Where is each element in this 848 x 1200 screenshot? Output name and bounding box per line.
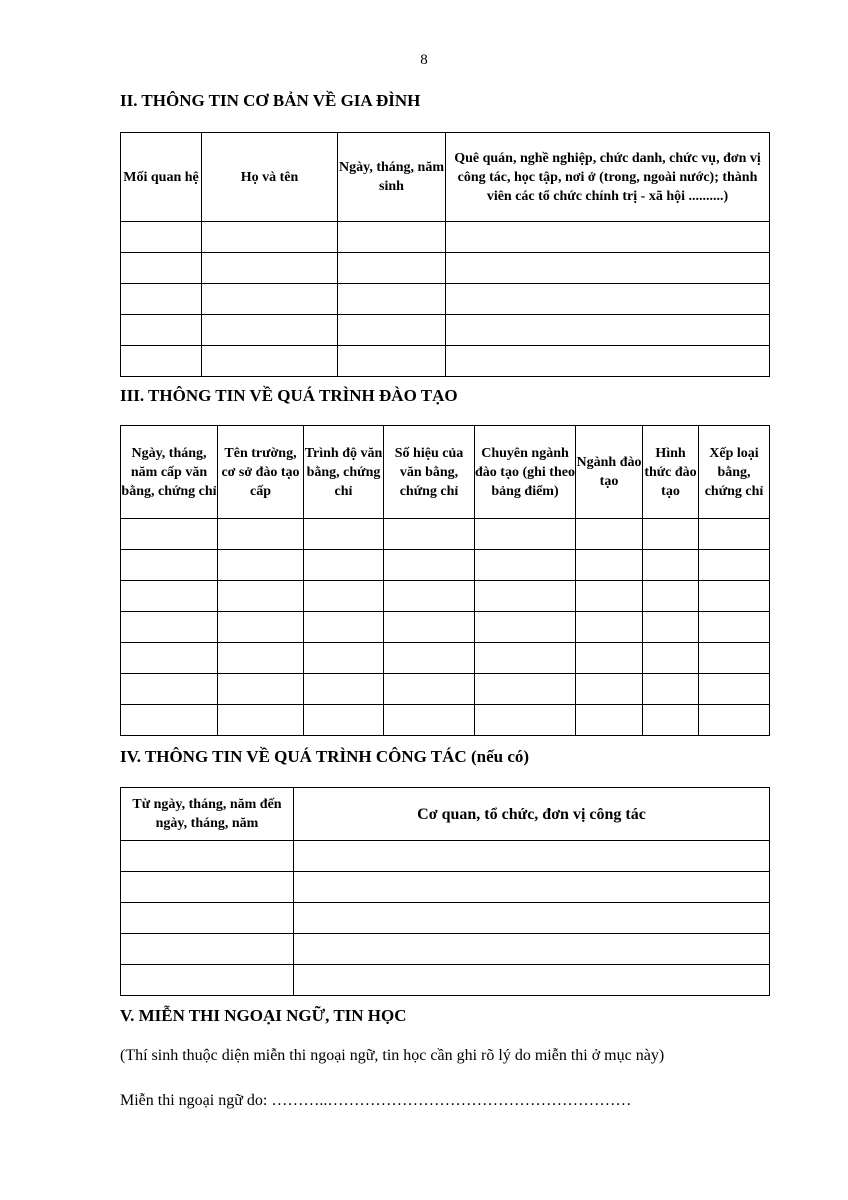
training-header-classification: Xếp loại bằng, chứng chỉ: [699, 426, 770, 519]
exemption-section-title: V. MIỄN THI NGOẠI NGỮ, TIN HỌC: [120, 1006, 407, 1025]
table-cell[interactable]: [446, 315, 770, 346]
table-cell[interactable]: [294, 872, 770, 903]
table-cell[interactable]: [218, 550, 304, 581]
table-row: [121, 222, 770, 253]
table-cell[interactable]: [121, 253, 202, 284]
training-header-field: Ngành đào tạo: [576, 426, 643, 519]
table-cell[interactable]: [294, 965, 770, 996]
work-header-organization: Cơ quan, tổ chức, đơn vị công tác: [294, 788, 770, 841]
table-row: [121, 284, 770, 315]
family-header-birth-date: Ngày, tháng, năm sinh: [338, 133, 446, 222]
table-row: [121, 674, 770, 705]
table-row: [121, 550, 770, 581]
table-row: [121, 965, 770, 996]
table-cell[interactable]: [121, 222, 202, 253]
table-cell[interactable]: [384, 519, 475, 550]
table-cell[interactable]: [576, 674, 643, 705]
table-cell[interactable]: [121, 903, 294, 934]
table-cell[interactable]: [294, 934, 770, 965]
table-cell[interactable]: [384, 674, 475, 705]
table-cell[interactable]: [218, 643, 304, 674]
table-cell[interactable]: [475, 643, 576, 674]
table-cell[interactable]: [475, 550, 576, 581]
table-cell[interactable]: [643, 705, 699, 736]
table-cell[interactable]: [475, 519, 576, 550]
table-cell[interactable]: [576, 581, 643, 612]
training-table-header: [121, 426, 770, 519]
table-cell[interactable]: [643, 550, 699, 581]
table-cell[interactable]: [338, 346, 446, 377]
training-header-mode: Hình thức đào tạo: [643, 426, 699, 519]
table-cell[interactable]: [446, 284, 770, 315]
training-table: [120, 425, 770, 736]
table-cell[interactable]: [643, 581, 699, 612]
table-cell[interactable]: [475, 612, 576, 643]
table-cell[interactable]: [218, 519, 304, 550]
table-cell[interactable]: [121, 674, 218, 705]
table-cell[interactable]: [475, 674, 576, 705]
table-cell[interactable]: [699, 612, 770, 643]
table-cell[interactable]: [294, 903, 770, 934]
table-cell[interactable]: [576, 550, 643, 581]
language-exemption-reason[interactable]: Miễn thi ngoại ngữ do: ………..…………………………………………………: [120, 1092, 632, 1109]
table-cell[interactable]: [384, 612, 475, 643]
table-cell[interactable]: [446, 253, 770, 284]
table-cell[interactable]: [699, 581, 770, 612]
training-header-institution: Tên trường, cơ sở đào tạo cấp: [218, 426, 304, 519]
table-cell[interactable]: [576, 519, 643, 550]
training-header-specialization: Chuyên ngành đào tạo (ghi theo bảng điểm): [475, 426, 576, 519]
table-cell[interactable]: [121, 705, 218, 736]
table-cell[interactable]: [218, 674, 304, 705]
work-header-period: Từ ngày, tháng, năm đến ngày, tháng, năm: [121, 788, 294, 841]
table-cell[interactable]: [121, 346, 202, 377]
table-cell[interactable]: [338, 315, 446, 346]
table-cell[interactable]: [384, 550, 475, 581]
work-section-title: IV. THÔNG TIN VỀ QUÁ TRÌNH CÔNG TÁC (nếu có): [120, 747, 530, 766]
table-cell[interactable]: [475, 705, 576, 736]
family-header-full-name: Họ và tên: [202, 133, 338, 222]
table-cell[interactable]: [218, 612, 304, 643]
table-row: [121, 934, 770, 965]
table-cell[interactable]: [121, 581, 218, 612]
table-row: [121, 872, 770, 903]
table-cell[interactable]: [218, 705, 304, 736]
table-cell[interactable]: [576, 643, 643, 674]
table-cell[interactable]: [643, 643, 699, 674]
training-section-title: III. THÔNG TIN VỀ QUÁ TRÌNH ĐÀO TẠO: [120, 386, 458, 405]
table-cell[interactable]: [121, 612, 218, 643]
table-cell[interactable]: [699, 643, 770, 674]
table-cell[interactable]: [202, 284, 338, 315]
table-cell[interactable]: [294, 841, 770, 872]
table-cell[interactable]: [202, 315, 338, 346]
table-cell[interactable]: [304, 519, 384, 550]
table-cell[interactable]: [338, 253, 446, 284]
table-cell[interactable]: [202, 222, 338, 253]
table-cell[interactable]: [304, 612, 384, 643]
table-row: [121, 841, 770, 872]
table-cell[interactable]: [384, 643, 475, 674]
table-cell[interactable]: [643, 519, 699, 550]
table-cell[interactable]: [121, 643, 218, 674]
family-header-details: Quê quán, nghề nghiệp, chức danh, chức vụ, đơn vị công tác, học tập, nơi ở (trong, ngoài nước); thành viên các tổ chức chính trị - xã hội ..........): [446, 133, 770, 222]
table-row: [121, 519, 770, 550]
table-cell[interactable]: [338, 222, 446, 253]
table-row: [121, 705, 770, 736]
exemption-note: (Thí sinh thuộc diện miễn thi ngoại ngữ, tin học cần ghi rõ lý do miễn thi ở mục này): [120, 1047, 665, 1064]
table-row: [121, 903, 770, 934]
table-row: [121, 346, 770, 377]
table-cell[interactable]: [576, 705, 643, 736]
training-header-degree-level: Trình độ văn bằng, chứng chỉ: [304, 426, 384, 519]
table-row: [121, 253, 770, 284]
work-table-header: [121, 788, 770, 841]
table-cell[interactable]: [121, 519, 218, 550]
table-cell[interactable]: [202, 253, 338, 284]
table-cell[interactable]: [304, 705, 384, 736]
family-table-header: [121, 133, 770, 222]
table-cell[interactable]: [304, 643, 384, 674]
table-cell[interactable]: [475, 581, 576, 612]
table-cell[interactable]: [304, 550, 384, 581]
table-cell[interactable]: [121, 315, 202, 346]
table-cell[interactable]: [121, 934, 294, 965]
table-cell[interactable]: [121, 872, 294, 903]
training-header-certificate-number: Số hiệu của văn bằng, chứng chỉ: [384, 426, 475, 519]
table-cell[interactable]: [643, 612, 699, 643]
family-section-title: II. THÔNG TIN CƠ BẢN VỀ GIA ĐÌNH: [120, 91, 421, 110]
table-row: [121, 315, 770, 346]
table-cell[interactable]: [384, 581, 475, 612]
table-row: [121, 643, 770, 674]
work-table: [120, 787, 770, 996]
family-table: [120, 132, 770, 377]
table-cell[interactable]: [202, 346, 338, 377]
table-cell[interactable]: [699, 705, 770, 736]
table-cell[interactable]: [121, 965, 294, 996]
page-number: 8: [420, 52, 428, 68]
training-header-issue-date: Ngày, tháng, năm cấp văn bằng, chứng chỉ: [121, 426, 218, 519]
table-cell[interactable]: [699, 550, 770, 581]
table-cell[interactable]: [304, 581, 384, 612]
table-cell[interactable]: [218, 581, 304, 612]
table-cell[interactable]: [576, 612, 643, 643]
table-cell[interactable]: [699, 674, 770, 705]
table-cell[interactable]: [446, 346, 770, 377]
table-cell[interactable]: [121, 284, 202, 315]
table-cell[interactable]: [446, 222, 770, 253]
family-header-relationship: Mối quan hệ: [121, 133, 202, 222]
table-cell[interactable]: [338, 284, 446, 315]
table-cell[interactable]: [304, 674, 384, 705]
table-cell[interactable]: [121, 841, 294, 872]
table-row: [121, 612, 770, 643]
table-cell[interactable]: [699, 519, 770, 550]
table-cell[interactable]: [384, 705, 475, 736]
table-cell[interactable]: [643, 674, 699, 705]
table-row: [121, 581, 770, 612]
table-cell[interactable]: [121, 550, 218, 581]
